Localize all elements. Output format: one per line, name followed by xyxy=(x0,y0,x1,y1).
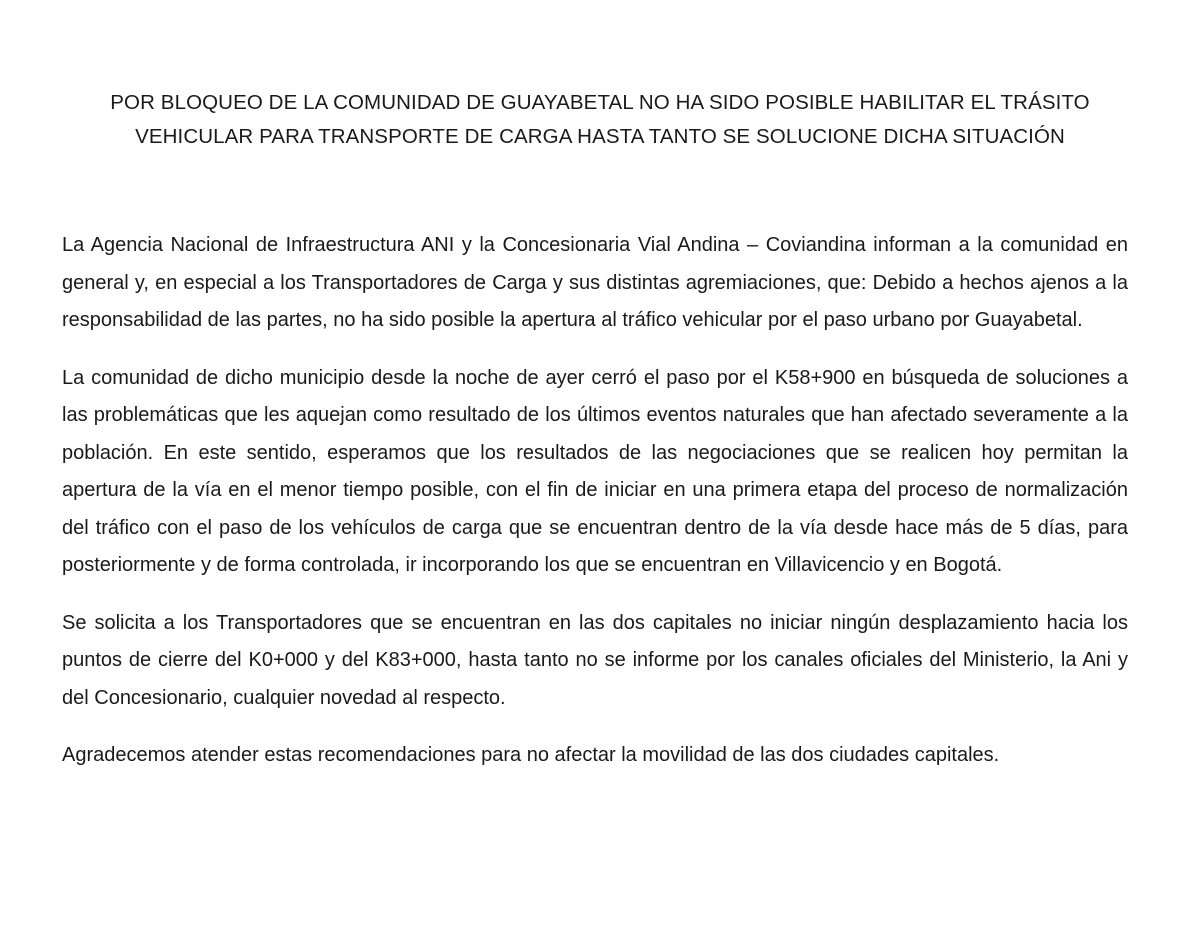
paragraph-closing: Agradecemos atender estas recomendaciones para no afectar la movilidad de las dos ciudades capitales. xyxy=(62,744,1000,766)
document-title xyxy=(60,86,1140,154)
paragraph-transport-request: Se solicita a los Transportadores que se encuentran en las dos capitales no iniciar ningún desplazamiento hacia los puntos de cierre del K0+000 y del K83+000, hasta tanto no se informe por los canales oficiales del Ministerio, la Ani y del Concesionario, cualquier novedad al respecto. xyxy=(62,611,1128,709)
title-line: VEHICULAR PARA TRANSPORTE DE CARGA HASTA TANTO SE SOLUCIONE DICHA SITUACIÓN xyxy=(135,125,1065,148)
title-line: POR BLOQUEO DE LA COMUNIDAD DE GUAYABETAL NO HA SIDO POSIBLE HABILITAR EL TRÁSITO xyxy=(110,91,1090,114)
paragraph-announcement: La Agencia Nacional de Infraestructura ANI y la Concesionaria Vial Andina – Coviandina informan a la comunidad en general y, en especial a los Transportadores de Carga y sus distintas agremiaciones, que: Debido a hechos ajenos a la responsabilidad de las partes, no ha sido posible la apertura al tráfico vehicular por el paso urbano por Guayabetal. xyxy=(62,234,1128,331)
document-body xyxy=(62,227,1128,795)
paragraph-community-closure: La comunidad de dicho municipio desde la noche de ayer cerró el paso por el K58+900 en búsqueda de soluciones a las problemáticas que les aquejan como resultado de los últimos eventos naturales que han afectado severamente a la población. En este sentido, esperamos que los resultados de las negociaciones que se realicen hoy permitan la apertura de la vía en el menor tiempo posible, con el fin de iniciar en una primera etapa del proceso de normalización del tráfico con el paso de los vehículos de carga que se encuentran dentro de la vía desde hace más de 5 días, para posteriormente y de forma controlada, ir incorporando los que se encuentran en Villavicencio y en Bogotá. xyxy=(62,366,1128,576)
